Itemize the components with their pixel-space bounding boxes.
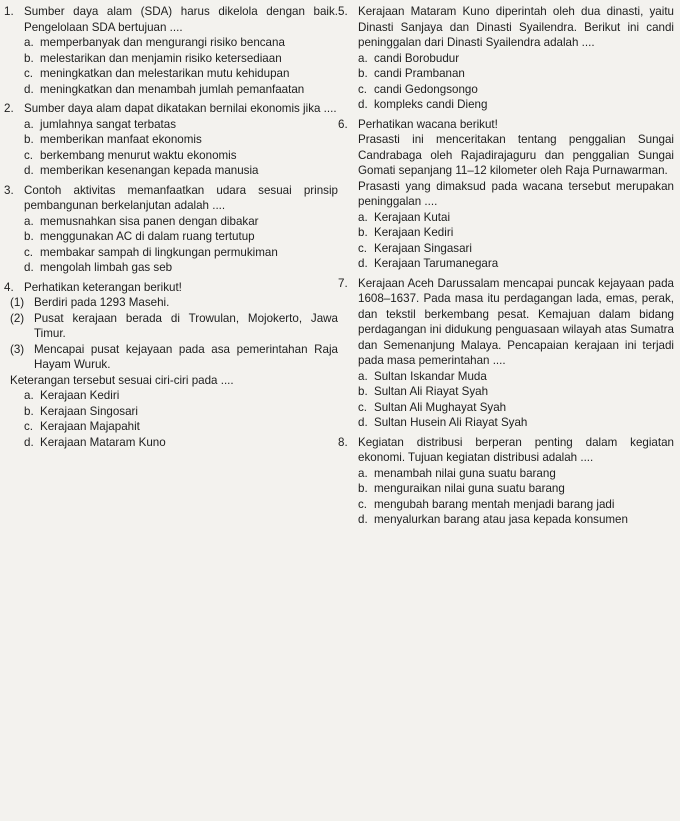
option-text: Kerajaan Singasari bbox=[374, 241, 472, 255]
option-text: berkembang menurut waktu ekonomis bbox=[40, 148, 237, 162]
option-text: Sultan Ali Mughayat Syah bbox=[374, 400, 507, 414]
option-a[interactable] bbox=[358, 466, 674, 482]
right-column bbox=[338, 4, 674, 532]
option-c[interactable] bbox=[358, 241, 674, 257]
option-c[interactable] bbox=[24, 66, 338, 82]
question-number: 5. bbox=[338, 5, 348, 18]
option-text: Sultan Husein Ali Riayat Syah bbox=[374, 416, 528, 429]
option-text: melestarikan dan menjamin risiko ketersediaan bbox=[40, 51, 282, 65]
option-c[interactable] bbox=[358, 82, 674, 98]
option-letter: a. bbox=[358, 210, 368, 224]
question-stem bbox=[4, 183, 338, 214]
option-text: menggunakan AC di dalam ruang tertutup bbox=[40, 230, 255, 243]
option-text: memberikan kesenangan kepada manusia bbox=[40, 164, 259, 177]
question-8 bbox=[338, 435, 674, 528]
question-2 bbox=[4, 101, 338, 179]
option-text: Kerajaan Majapahit bbox=[40, 420, 140, 433]
option-letter: d. bbox=[358, 513, 368, 526]
option-text: mengubah barang mentah menjadi barang jadi bbox=[374, 497, 615, 511]
option-d[interactable] bbox=[24, 260, 338, 276]
option-letter: a. bbox=[358, 466, 368, 480]
statement-number: (3) bbox=[10, 342, 25, 356]
option-text: Kerajaan Kediri bbox=[40, 389, 120, 402]
statement-1 bbox=[10, 295, 338, 311]
question-text: Perhatikan wacana berikut! bbox=[358, 117, 498, 131]
question-stem bbox=[4, 4, 338, 35]
option-d[interactable] bbox=[358, 415, 674, 431]
option-text: meningkatkan dan melestarikan mutu kehidupan bbox=[40, 67, 290, 80]
question-stem bbox=[338, 435, 674, 466]
option-letter: a. bbox=[358, 51, 368, 65]
option-letter: a. bbox=[24, 389, 34, 402]
statement-number: (2) bbox=[10, 311, 25, 325]
option-letter: b. bbox=[24, 133, 34, 146]
question-6 bbox=[338, 117, 674, 272]
option-letter: b. bbox=[24, 51, 34, 65]
option-a[interactable] bbox=[358, 369, 674, 385]
question-number: 6. bbox=[338, 117, 348, 131]
question-passage: Prasasti ini menceritakan tentang penggalian Sungai Candrabaga oleh Rajadirajaguru dan penggalian Sungai Gomati sepanjang 11–12 kilometer oleh Raja Purnawarman. bbox=[358, 133, 674, 177]
option-letter: c. bbox=[358, 82, 368, 96]
option-text: memusnahkan sisa panen dengan dibakar bbox=[40, 214, 259, 228]
option-b[interactable] bbox=[358, 384, 674, 400]
option-b[interactable] bbox=[24, 51, 338, 67]
option-letter: d. bbox=[358, 416, 368, 429]
option-text: memberikan manfaat ekonomis bbox=[40, 133, 202, 146]
option-letter: b. bbox=[24, 404, 34, 418]
statement-2 bbox=[10, 311, 338, 342]
question-number: 7. bbox=[338, 276, 348, 290]
option-letter: d. bbox=[24, 82, 34, 96]
option-text: candi Prambanan bbox=[374, 67, 465, 80]
option-letter: c. bbox=[358, 241, 368, 255]
question-7 bbox=[338, 276, 674, 431]
question-stem bbox=[338, 4, 674, 51]
option-a[interactable] bbox=[24, 35, 338, 51]
option-b[interactable] bbox=[24, 132, 338, 148]
option-letter: a. bbox=[24, 117, 34, 131]
question-number: 8. bbox=[338, 435, 348, 449]
option-letter: c. bbox=[358, 400, 368, 414]
option-b[interactable] bbox=[24, 404, 338, 420]
option-c[interactable] bbox=[358, 400, 674, 416]
option-text: menguraikan nilai guna suatu barang bbox=[374, 482, 565, 495]
option-d[interactable] bbox=[24, 435, 338, 451]
option-text: Sultan Iskandar Muda bbox=[374, 369, 487, 383]
statement-3 bbox=[10, 342, 338, 373]
option-a[interactable] bbox=[24, 214, 338, 230]
statement-text: Berdiri pada 1293 Masehi. bbox=[34, 296, 170, 309]
question-number: 4. bbox=[4, 280, 14, 294]
option-letter: b. bbox=[24, 230, 34, 243]
question-closing: Prasasti yang dimaksud pada wacana tersebut merupakan peninggalan .... bbox=[358, 179, 674, 208]
question-number: 3. bbox=[4, 183, 14, 197]
option-c[interactable] bbox=[358, 497, 674, 513]
option-letter: d. bbox=[24, 261, 34, 274]
option-d[interactable] bbox=[358, 256, 674, 272]
statement-text: Pusat kerajaan berada di Trowulan, Mojokerto, Jawa Timur. bbox=[34, 311, 338, 340]
option-letter: c. bbox=[24, 420, 34, 433]
statement-number: (1) bbox=[10, 296, 25, 309]
option-b[interactable] bbox=[358, 225, 674, 241]
option-c[interactable] bbox=[24, 419, 338, 435]
question-stem bbox=[4, 101, 338, 117]
option-b[interactable] bbox=[24, 229, 338, 245]
option-letter: c. bbox=[358, 497, 368, 511]
option-a[interactable] bbox=[358, 210, 674, 226]
option-a[interactable] bbox=[24, 117, 338, 133]
option-letter: c. bbox=[24, 245, 34, 259]
option-letter: d. bbox=[358, 257, 368, 270]
option-letter: a. bbox=[24, 36, 34, 49]
option-c[interactable] bbox=[24, 245, 338, 261]
question-stem bbox=[338, 117, 674, 133]
question-text: Perhatikan keterangan berikut! bbox=[24, 280, 182, 294]
option-text: jumlahnya sangat terbatas bbox=[40, 117, 176, 131]
question-text: Kegiatan distribusi berperan penting dalam kegiatan ekonomi. Tujuan kegiatan distribusi adalah .... bbox=[358, 435, 674, 464]
option-d[interactable] bbox=[358, 97, 674, 113]
option-letter: b. bbox=[358, 482, 368, 495]
option-letter: a. bbox=[358, 369, 368, 383]
question-3 bbox=[4, 183, 338, 276]
option-letter: c. bbox=[24, 67, 34, 80]
question-stem bbox=[338, 276, 674, 369]
question-number: 2. bbox=[4, 102, 14, 115]
statement-text: Mencapai pusat kejayaan pada asa pemerintahan Raja Hayam Wuruk. bbox=[34, 342, 338, 371]
option-letter: d. bbox=[358, 98, 368, 111]
option-a[interactable] bbox=[358, 51, 674, 67]
option-text: menyalurkan barang atau jasa kepada konsumen bbox=[374, 513, 628, 526]
question-1 bbox=[4, 4, 338, 97]
option-text: Sultan Ali Riayat Syah bbox=[374, 385, 489, 398]
question-5 bbox=[338, 4, 674, 113]
option-text: candi Gedongsongo bbox=[374, 82, 478, 96]
option-text: membakar sampah di lingkungan permukiman bbox=[40, 245, 278, 259]
question-number: 1. bbox=[4, 5, 14, 18]
option-text: Kerajaan Kutai bbox=[374, 210, 451, 224]
option-text: Kerajaan Kediri bbox=[374, 226, 454, 239]
left-column bbox=[4, 4, 338, 454]
option-a[interactable] bbox=[24, 388, 338, 404]
option-text: kompleks candi Dieng bbox=[374, 98, 488, 111]
option-text: Kerajaan Tarumanegara bbox=[374, 257, 499, 270]
question-text: Sumber daya alam dapat dikatakan bernilai ekonomis jika .... bbox=[24, 102, 337, 115]
option-text: mengolah limbah gas seb bbox=[40, 261, 173, 274]
option-text: Kerajaan Mataram Kuno bbox=[40, 435, 166, 449]
option-letter: c. bbox=[24, 148, 34, 162]
option-text: menambah nilai guna suatu barang bbox=[374, 466, 556, 480]
option-letter: d. bbox=[24, 435, 34, 449]
option-text: memperbanyak dan mengurangi risiko bencana bbox=[40, 36, 285, 49]
option-letter: b. bbox=[358, 385, 368, 398]
question-text: Kerajaan Aceh Darussalam mencapai puncak kejayaan pada 1608–1637. Pada masa itu perdagangan lada, emas, perak, dan tekstil berkembang pesat. Kemajuan dalam bidang perdagangan ini didukung penguasaan wilayah atas Sumatra dan Semenanjung Malaya. Pencapaian kerajaan ini terjadi pada masa pemerintahan .... bbox=[358, 276, 674, 367]
option-letter: a. bbox=[24, 214, 34, 228]
option-text: candi Borobudur bbox=[374, 51, 460, 65]
option-letter: b. bbox=[358, 226, 368, 239]
option-text: Kerajaan Singosari bbox=[40, 404, 138, 418]
option-d[interactable] bbox=[24, 163, 338, 179]
question-stem bbox=[4, 280, 338, 296]
question-text: Sumber daya alam (SDA) harus dikelola dengan baik. Pengelolaan SDA bertujuan .... bbox=[24, 5, 338, 34]
question-4 bbox=[4, 280, 338, 451]
option-d[interactable] bbox=[24, 82, 338, 98]
option-letter: d. bbox=[24, 164, 34, 177]
option-c[interactable] bbox=[24, 148, 338, 164]
option-letter: b. bbox=[358, 67, 368, 80]
option-text: meningkatkan dan menambah jumlah pemanfaatan bbox=[40, 82, 305, 96]
option-d[interactable] bbox=[358, 512, 674, 528]
question-text: Kerajaan Mataram Kuno diperintah oleh dua dinasti, yaitu Dinasti Sanjaya dan Dinasti Syailendra. Berikut ini candi peninggalan dari Dinasti Syailendra adalah .... bbox=[358, 5, 674, 49]
question-closing: Keterangan tersebut sesuai ciri-ciri pada .... bbox=[10, 373, 234, 387]
option-b[interactable] bbox=[358, 66, 674, 82]
option-b[interactable] bbox=[358, 481, 674, 497]
question-text: Contoh aktivitas memanfaatkan udara sesuai prinsip pembangunan berkelanjutan adalah .... bbox=[24, 183, 338, 212]
